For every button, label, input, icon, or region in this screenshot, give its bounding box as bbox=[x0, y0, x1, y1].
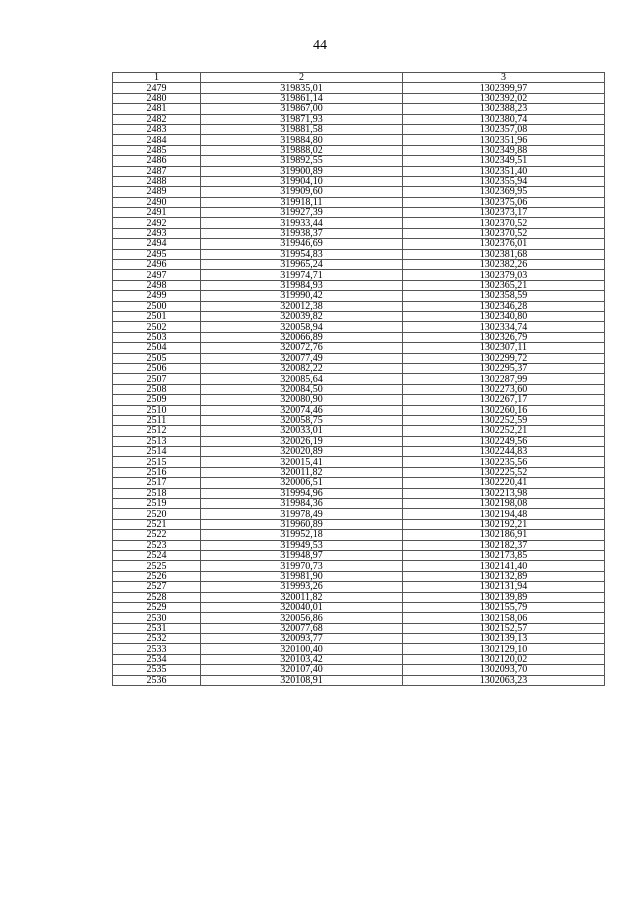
cell-point-number: 2492 bbox=[113, 218, 201, 228]
cell-y-coordinate: 1302220,41 bbox=[403, 478, 605, 488]
cell-y-coordinate: 1302063,23 bbox=[403, 675, 605, 685]
cell-y-coordinate: 1302375,06 bbox=[403, 197, 605, 207]
cell-point-number: 2515 bbox=[113, 457, 201, 467]
table-row bbox=[113, 467, 605, 477]
table-row bbox=[113, 166, 605, 176]
cell-y-coordinate: 1302158,06 bbox=[403, 613, 605, 623]
table-header bbox=[113, 73, 605, 83]
cell-x-coordinate: 319900,89 bbox=[201, 166, 403, 176]
cell-point-number: 2531 bbox=[113, 623, 201, 633]
table-row bbox=[113, 623, 605, 633]
table-row bbox=[113, 519, 605, 529]
table-row bbox=[113, 114, 605, 124]
cell-point-number: 2505 bbox=[113, 353, 201, 363]
table-row bbox=[113, 104, 605, 114]
cell-y-coordinate: 1302139,13 bbox=[403, 634, 605, 644]
cell-y-coordinate: 1302152,57 bbox=[403, 623, 605, 633]
table-row bbox=[113, 499, 605, 509]
table-row bbox=[113, 260, 605, 270]
cell-x-coordinate: 319990,42 bbox=[201, 291, 403, 301]
cell-point-number: 2521 bbox=[113, 519, 201, 529]
cell-point-number: 2520 bbox=[113, 509, 201, 519]
table-row bbox=[113, 447, 605, 457]
cell-y-coordinate: 1302295,37 bbox=[403, 363, 605, 373]
cell-x-coordinate: 319974,71 bbox=[201, 270, 403, 280]
table-row bbox=[113, 395, 605, 405]
cell-y-coordinate: 1302132,89 bbox=[403, 571, 605, 581]
cell-y-coordinate: 1302370,52 bbox=[403, 218, 605, 228]
cell-point-number: 2523 bbox=[113, 540, 201, 550]
cell-y-coordinate: 1302355,94 bbox=[403, 176, 605, 186]
cell-x-coordinate: 320082,22 bbox=[201, 363, 403, 373]
cell-point-number: 2535 bbox=[113, 665, 201, 675]
cell-x-coordinate: 319888,02 bbox=[201, 145, 403, 155]
cell-point-number: 2479 bbox=[113, 83, 201, 93]
cell-y-coordinate: 1302267,17 bbox=[403, 395, 605, 405]
table-row bbox=[113, 457, 605, 467]
cell-y-coordinate: 1302351,96 bbox=[403, 135, 605, 145]
column-header-point-number: 1 bbox=[113, 73, 201, 83]
cell-y-coordinate: 1302273,60 bbox=[403, 384, 605, 394]
cell-point-number: 2530 bbox=[113, 613, 201, 623]
table-row bbox=[113, 634, 605, 644]
cell-y-coordinate: 1302139,89 bbox=[403, 592, 605, 602]
table-row bbox=[113, 654, 605, 664]
cell-y-coordinate: 1302155,79 bbox=[403, 602, 605, 612]
cell-x-coordinate: 320039,82 bbox=[201, 311, 403, 321]
cell-x-coordinate: 320077,68 bbox=[201, 623, 403, 633]
cell-point-number: 2524 bbox=[113, 550, 201, 560]
table-row bbox=[113, 93, 605, 103]
table-row bbox=[113, 602, 605, 612]
cell-y-coordinate: 1302141,40 bbox=[403, 561, 605, 571]
table-row bbox=[113, 124, 605, 134]
table-row bbox=[113, 228, 605, 238]
table-row bbox=[113, 550, 605, 560]
cell-point-number: 2522 bbox=[113, 530, 201, 540]
cell-x-coordinate: 319952,18 bbox=[201, 530, 403, 540]
cell-x-coordinate: 319909,60 bbox=[201, 187, 403, 197]
cell-point-number: 2480 bbox=[113, 93, 201, 103]
cell-y-coordinate: 1302388,23 bbox=[403, 104, 605, 114]
cell-x-coordinate: 319938,37 bbox=[201, 228, 403, 238]
cell-x-coordinate: 320006,51 bbox=[201, 478, 403, 488]
cell-point-number: 2489 bbox=[113, 187, 201, 197]
table-row bbox=[113, 582, 605, 592]
table-row bbox=[113, 415, 605, 425]
cell-point-number: 2484 bbox=[113, 135, 201, 145]
cell-x-coordinate: 320103,42 bbox=[201, 654, 403, 664]
cell-y-coordinate: 1302225,52 bbox=[403, 467, 605, 477]
page-number: 44 bbox=[313, 38, 327, 53]
table-row bbox=[113, 478, 605, 488]
cell-x-coordinate: 320077,49 bbox=[201, 353, 403, 363]
cell-x-coordinate: 320033,01 bbox=[201, 426, 403, 436]
cell-x-coordinate: 319884,80 bbox=[201, 135, 403, 145]
table-row bbox=[113, 426, 605, 436]
cell-point-number: 2497 bbox=[113, 270, 201, 280]
cell-y-coordinate: 1302351,40 bbox=[403, 166, 605, 176]
cell-y-coordinate: 1302235,56 bbox=[403, 457, 605, 467]
cell-y-coordinate: 1302213,98 bbox=[403, 488, 605, 498]
table-row bbox=[113, 311, 605, 321]
cell-y-coordinate: 1302357,08 bbox=[403, 124, 605, 134]
table-row bbox=[113, 280, 605, 290]
cell-point-number: 2519 bbox=[113, 499, 201, 509]
cell-point-number: 2507 bbox=[113, 374, 201, 384]
table-row bbox=[113, 135, 605, 145]
cell-point-number: 2495 bbox=[113, 249, 201, 259]
table-row bbox=[113, 239, 605, 249]
cell-point-number: 2525 bbox=[113, 561, 201, 571]
cell-y-coordinate: 1302173,85 bbox=[403, 550, 605, 560]
table-row bbox=[113, 156, 605, 166]
cell-y-coordinate: 1302252,21 bbox=[403, 426, 605, 436]
cell-point-number: 2501 bbox=[113, 311, 201, 321]
cell-y-coordinate: 1302380,74 bbox=[403, 114, 605, 124]
cell-point-number: 2496 bbox=[113, 260, 201, 270]
cell-y-coordinate: 1302299,72 bbox=[403, 353, 605, 363]
cell-y-coordinate: 1302131,94 bbox=[403, 582, 605, 592]
table-row bbox=[113, 145, 605, 155]
cell-point-number: 2502 bbox=[113, 322, 201, 332]
cell-point-number: 2493 bbox=[113, 228, 201, 238]
cell-x-coordinate: 319965,24 bbox=[201, 260, 403, 270]
cell-point-number: 2490 bbox=[113, 197, 201, 207]
cell-point-number: 2532 bbox=[113, 634, 201, 644]
cell-point-number: 2514 bbox=[113, 447, 201, 457]
table-row bbox=[113, 592, 605, 602]
cell-x-coordinate: 319949,53 bbox=[201, 540, 403, 550]
table-row bbox=[113, 343, 605, 353]
cell-y-coordinate: 1302382,26 bbox=[403, 260, 605, 270]
cell-point-number: 2503 bbox=[113, 332, 201, 342]
cell-y-coordinate: 1302192,21 bbox=[403, 519, 605, 529]
cell-x-coordinate: 320084,50 bbox=[201, 384, 403, 394]
cell-y-coordinate: 1302120,02 bbox=[403, 654, 605, 664]
cell-x-coordinate: 320108,91 bbox=[201, 675, 403, 685]
cell-point-number: 2516 bbox=[113, 467, 201, 477]
table-row bbox=[113, 187, 605, 197]
cell-x-coordinate: 320100,40 bbox=[201, 644, 403, 654]
table-row bbox=[113, 405, 605, 415]
column-header-y: 3 bbox=[403, 73, 605, 83]
cell-y-coordinate: 1302249,56 bbox=[403, 436, 605, 446]
cell-point-number: 2487 bbox=[113, 166, 201, 176]
cell-y-coordinate: 1302260,16 bbox=[403, 405, 605, 415]
cell-point-number: 2488 bbox=[113, 176, 201, 186]
cell-point-number: 2526 bbox=[113, 571, 201, 581]
cell-x-coordinate: 320015,41 bbox=[201, 457, 403, 467]
cell-point-number: 2512 bbox=[113, 426, 201, 436]
cell-x-coordinate: 319933,44 bbox=[201, 218, 403, 228]
table-row bbox=[113, 374, 605, 384]
table-row bbox=[113, 83, 605, 93]
cell-y-coordinate: 1302182,37 bbox=[403, 540, 605, 550]
cell-point-number: 2528 bbox=[113, 592, 201, 602]
table-row bbox=[113, 540, 605, 550]
cell-point-number: 2491 bbox=[113, 208, 201, 218]
cell-x-coordinate: 319960,89 bbox=[201, 519, 403, 529]
cell-point-number: 2483 bbox=[113, 124, 201, 134]
cell-x-coordinate: 319927,39 bbox=[201, 208, 403, 218]
table-row bbox=[113, 322, 605, 332]
cell-point-number: 2499 bbox=[113, 291, 201, 301]
cell-x-coordinate: 320058,75 bbox=[201, 415, 403, 425]
cell-y-coordinate: 1302399,97 bbox=[403, 83, 605, 93]
cell-x-coordinate: 319861,14 bbox=[201, 93, 403, 103]
table-row bbox=[113, 291, 605, 301]
cell-y-coordinate: 1302358,59 bbox=[403, 291, 605, 301]
cell-y-coordinate: 1302129,10 bbox=[403, 644, 605, 654]
cell-x-coordinate: 320011,82 bbox=[201, 467, 403, 477]
cell-x-coordinate: 320056,86 bbox=[201, 613, 403, 623]
cell-point-number: 2504 bbox=[113, 343, 201, 353]
cell-point-number: 2511 bbox=[113, 415, 201, 425]
cell-point-number: 2510 bbox=[113, 405, 201, 415]
cell-x-coordinate: 319904,10 bbox=[201, 176, 403, 186]
cell-point-number: 2534 bbox=[113, 654, 201, 664]
cell-point-number: 2486 bbox=[113, 156, 201, 166]
cell-y-coordinate: 1302307,11 bbox=[403, 343, 605, 353]
coordinates-table bbox=[112, 72, 605, 686]
cell-point-number: 2508 bbox=[113, 384, 201, 394]
table-row bbox=[113, 561, 605, 571]
cell-x-coordinate: 319871,93 bbox=[201, 114, 403, 124]
cell-point-number: 2485 bbox=[113, 145, 201, 155]
cell-x-coordinate: 320107,40 bbox=[201, 665, 403, 675]
cell-y-coordinate: 1302369,95 bbox=[403, 187, 605, 197]
column-header-x: 2 bbox=[201, 73, 403, 83]
cell-point-number: 2500 bbox=[113, 301, 201, 311]
cell-y-coordinate: 1302252,59 bbox=[403, 415, 605, 425]
cell-x-coordinate: 319948,97 bbox=[201, 550, 403, 560]
cell-x-coordinate: 319867,00 bbox=[201, 104, 403, 114]
cell-x-coordinate: 320085,64 bbox=[201, 374, 403, 384]
cell-x-coordinate: 320012,38 bbox=[201, 301, 403, 311]
cell-x-coordinate: 319881,58 bbox=[201, 124, 403, 134]
header-row bbox=[113, 73, 605, 83]
cell-point-number: 2498 bbox=[113, 280, 201, 290]
table-row bbox=[113, 436, 605, 446]
cell-x-coordinate: 319993,26 bbox=[201, 582, 403, 592]
table-row bbox=[113, 509, 605, 519]
table-row bbox=[113, 363, 605, 373]
table-row bbox=[113, 197, 605, 207]
cell-point-number: 2513 bbox=[113, 436, 201, 446]
cell-point-number: 2529 bbox=[113, 602, 201, 612]
cell-x-coordinate: 320072,76 bbox=[201, 343, 403, 353]
table-row bbox=[113, 332, 605, 342]
cell-x-coordinate: 319954,83 bbox=[201, 249, 403, 259]
cell-y-coordinate: 1302186,91 bbox=[403, 530, 605, 540]
cell-point-number: 2481 bbox=[113, 104, 201, 114]
cell-x-coordinate: 319946,69 bbox=[201, 239, 403, 249]
cell-point-number: 2494 bbox=[113, 239, 201, 249]
cell-y-coordinate: 1302194,48 bbox=[403, 509, 605, 519]
cell-point-number: 2533 bbox=[113, 644, 201, 654]
cell-y-coordinate: 1302381,68 bbox=[403, 249, 605, 259]
table-row bbox=[113, 665, 605, 675]
cell-y-coordinate: 1302379,03 bbox=[403, 270, 605, 280]
table-row bbox=[113, 530, 605, 540]
cell-y-coordinate: 1302365,21 bbox=[403, 280, 605, 290]
table-row bbox=[113, 353, 605, 363]
cell-y-coordinate: 1302392,02 bbox=[403, 93, 605, 103]
cell-y-coordinate: 1302093,70 bbox=[403, 665, 605, 675]
cell-x-coordinate: 319835,01 bbox=[201, 83, 403, 93]
table-row bbox=[113, 644, 605, 654]
cell-point-number: 2482 bbox=[113, 114, 201, 124]
cell-y-coordinate: 1302326,79 bbox=[403, 332, 605, 342]
table-row bbox=[113, 176, 605, 186]
cell-y-coordinate: 1302287,99 bbox=[403, 374, 605, 384]
cell-x-coordinate: 320011,82 bbox=[201, 592, 403, 602]
table-row bbox=[113, 488, 605, 498]
cell-x-coordinate: 319994,96 bbox=[201, 488, 403, 498]
cell-y-coordinate: 1302244,83 bbox=[403, 447, 605, 457]
cell-y-coordinate: 1302373,17 bbox=[403, 208, 605, 218]
cell-point-number: 2509 bbox=[113, 395, 201, 405]
cell-x-coordinate: 320040,01 bbox=[201, 602, 403, 612]
cell-x-coordinate: 320080,90 bbox=[201, 395, 403, 405]
cell-x-coordinate: 319892,55 bbox=[201, 156, 403, 166]
cell-point-number: 2517 bbox=[113, 478, 201, 488]
cell-y-coordinate: 1302370,52 bbox=[403, 228, 605, 238]
table-row bbox=[113, 270, 605, 280]
cell-x-coordinate: 319984,93 bbox=[201, 280, 403, 290]
cell-y-coordinate: 1302376,01 bbox=[403, 239, 605, 249]
cell-x-coordinate: 320026,19 bbox=[201, 436, 403, 446]
table-row bbox=[113, 613, 605, 623]
cell-y-coordinate: 1302349,51 bbox=[403, 156, 605, 166]
cell-x-coordinate: 320020,89 bbox=[201, 447, 403, 457]
cell-x-coordinate: 320058,94 bbox=[201, 322, 403, 332]
table-row bbox=[113, 571, 605, 581]
table-row bbox=[113, 301, 605, 311]
table-row bbox=[113, 208, 605, 218]
cell-x-coordinate: 319984,36 bbox=[201, 499, 403, 509]
cell-x-coordinate: 319981,90 bbox=[201, 571, 403, 581]
table-body bbox=[113, 83, 605, 686]
cell-x-coordinate: 319970,73 bbox=[201, 561, 403, 571]
table-row bbox=[113, 249, 605, 259]
cell-y-coordinate: 1302334,74 bbox=[403, 322, 605, 332]
cell-x-coordinate: 320093,77 bbox=[201, 634, 403, 644]
cell-x-coordinate: 319978,49 bbox=[201, 509, 403, 519]
cell-y-coordinate: 1302198,08 bbox=[403, 499, 605, 509]
table-row bbox=[113, 384, 605, 394]
cell-point-number: 2527 bbox=[113, 582, 201, 592]
cell-y-coordinate: 1302340,80 bbox=[403, 311, 605, 321]
cell-x-coordinate: 320066,89 bbox=[201, 332, 403, 342]
cell-y-coordinate: 1302349,88 bbox=[403, 145, 605, 155]
table-row bbox=[113, 675, 605, 685]
cell-y-coordinate: 1302346,28 bbox=[403, 301, 605, 311]
table-row bbox=[113, 218, 605, 228]
cell-point-number: 2536 bbox=[113, 675, 201, 685]
cell-x-coordinate: 319918,11 bbox=[201, 197, 403, 207]
cell-point-number: 2518 bbox=[113, 488, 201, 498]
cell-x-coordinate: 320074,46 bbox=[201, 405, 403, 415]
cell-point-number: 2506 bbox=[113, 363, 201, 373]
